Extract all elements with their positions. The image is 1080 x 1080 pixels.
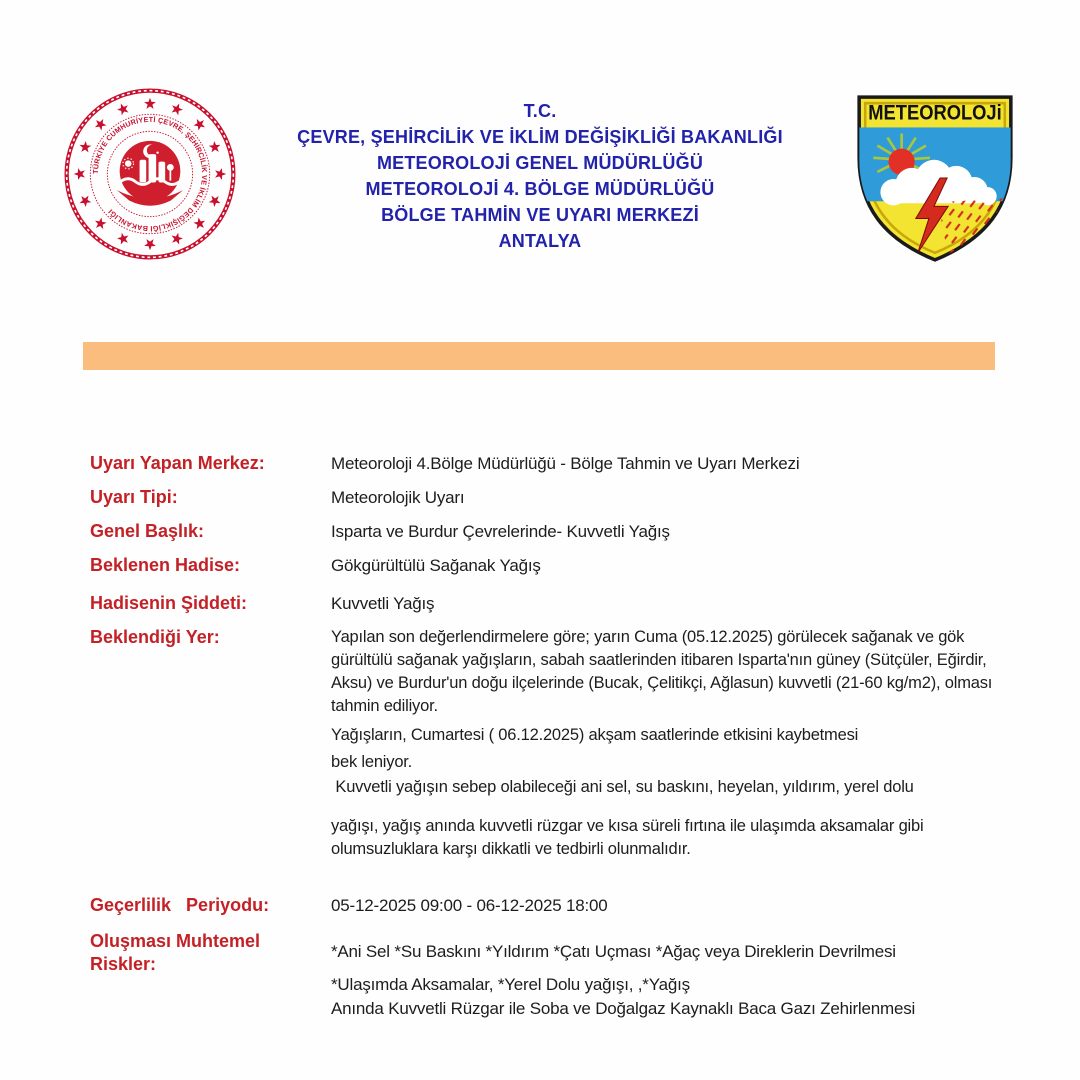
field-label: Uyarı Tipi: (90, 487, 178, 507)
field-row-uyari-tipi (90, 486, 1010, 509)
field-label: Hadisenin Şiddeti: (90, 593, 248, 613)
orange-divider-bar (83, 342, 995, 370)
paragraph: Yağışların, Cumartesi ( 06.12.2025) akşam saatlerinde etkisini kaybetmesi (331, 726, 859, 744)
paragraph: yağışı, yağış anında kuvvetli rüzgar ve kısa süreli fırtına ile ulaşımda aksamalar gibi olumsuzluklara karşı dikkatli ve tedbirli olunmalıdır. (331, 817, 928, 858)
field-row-gecerlilik-periyodu (90, 894, 1010, 917)
header-line-tc: T.C. (523, 101, 557, 121)
warning-details (90, 452, 1010, 1032)
field-label: Oluşması Muhtemel Riskler: (90, 931, 266, 974)
field-value: Isparta ve Burdur Çevrelerinde- Kuvvetli Yağış (331, 522, 670, 541)
field-row-riskler (90, 930, 1010, 1021)
shield-title: METEOROLOJi (868, 101, 1002, 125)
field-label: Beklendiği Yer: (90, 627, 220, 647)
field-row-uyari-yapan-merkez (90, 452, 1010, 475)
risk-line: *Ulaşımda Aksamalar, *Yerel Dolu yağışı, ,*Yağış (331, 975, 690, 994)
header-line-city: ANTALYA (498, 231, 582, 251)
paragraph: Kuvvetli yağışın sebep olabileceği ani sel, su baskını, heyelan, yıldırım, yerel dolu (331, 778, 914, 796)
field-row-hadisenin-siddeti (90, 592, 1010, 615)
header-line-ministry: ÇEVRE, ŞEHİRCİLİK VE İKLİM DEĞİŞİKLİĞİ BAKANLIĞI (297, 127, 783, 147)
field-value: Gökgürültülü Sağanak Yağış (331, 556, 541, 575)
meteoroloji-shield-icon (849, 87, 1021, 267)
field-label: Uyarı Yapan Merkez: (90, 453, 265, 473)
field-label: Beklenen Hadise: (90, 555, 241, 575)
seal-ring-text: TÜRKİYE CUMHURİYETİ ÇEVRE, ŞEHİRCİLİK VE İKLİM DEĞİŞİKLİĞİ BAKANLIĞI (90, 114, 210, 234)
paragraph: Yapılan son değerlendirmelere göre; yarın Cuma (05.12.2025) görülecek sağanak ve gök gürültülü sağanak yağışların, sabah saatlerinden itibaren Isparta'nın güney (Sütçüler, Eğirdir, Aksu) ve Burdur'un doğu ilçelerinde (Bucak, Çelitikçi, Ağlasun) kuvvetli (21-60 kg/m2), olması tahmin ediliyor. (331, 628, 997, 715)
field-label: Geçerlilik Periyodu: (90, 895, 270, 915)
rain-icon (940, 198, 1005, 257)
meteoroloji-shield-logo (849, 87, 1021, 267)
validity-period-value: 05-12-2025 09:00 - 06-12-2025 18:00 (331, 896, 608, 915)
paragraph: bek leniyor. (331, 753, 413, 771)
risk-list (331, 930, 1010, 1021)
field-row-genel-baslik (90, 520, 1010, 543)
risk-line: *Ani Sel *Su Baskını *Yıldırım *Çatı Uçması *Ağaç veya Direklerin Devrilmesi (331, 942, 896, 961)
field-value: Kuvvetli Yağış (331, 594, 435, 613)
field-value: Meteorolojik Uyarı (331, 488, 465, 507)
field-row-beklenen-hadise (90, 554, 1010, 577)
risk-line: Anında Kuvvetli Rüzgar ile Soba ve Doğalgaz Kaynaklı Baca Gazı Zehirlenmesi (331, 999, 916, 1018)
header-line-forecast-center: BÖLGE TAHMİN VE UYARI MERKEZİ (381, 205, 699, 225)
field-label: Genel Başlık: (90, 521, 205, 541)
seal-inner-emblem (117, 141, 183, 206)
header-line-general-directorate: METEOROLOJİ GENEL MÜDÜRLÜĞÜ (376, 153, 704, 173)
field-value: Meteoroloji 4.Bölge Müdürlüğü - Bölge Tahmin ve Uyarı Merkezi (331, 454, 800, 473)
beklendigi-yer-paragraphs (331, 626, 1010, 861)
document-header (200, 98, 880, 254)
field-row-beklendigi-yer (90, 626, 1010, 861)
header-line-regional-directorate: METEOROLOJİ 4. BÖLGE MÜDÜRLÜĞÜ (365, 179, 715, 199)
